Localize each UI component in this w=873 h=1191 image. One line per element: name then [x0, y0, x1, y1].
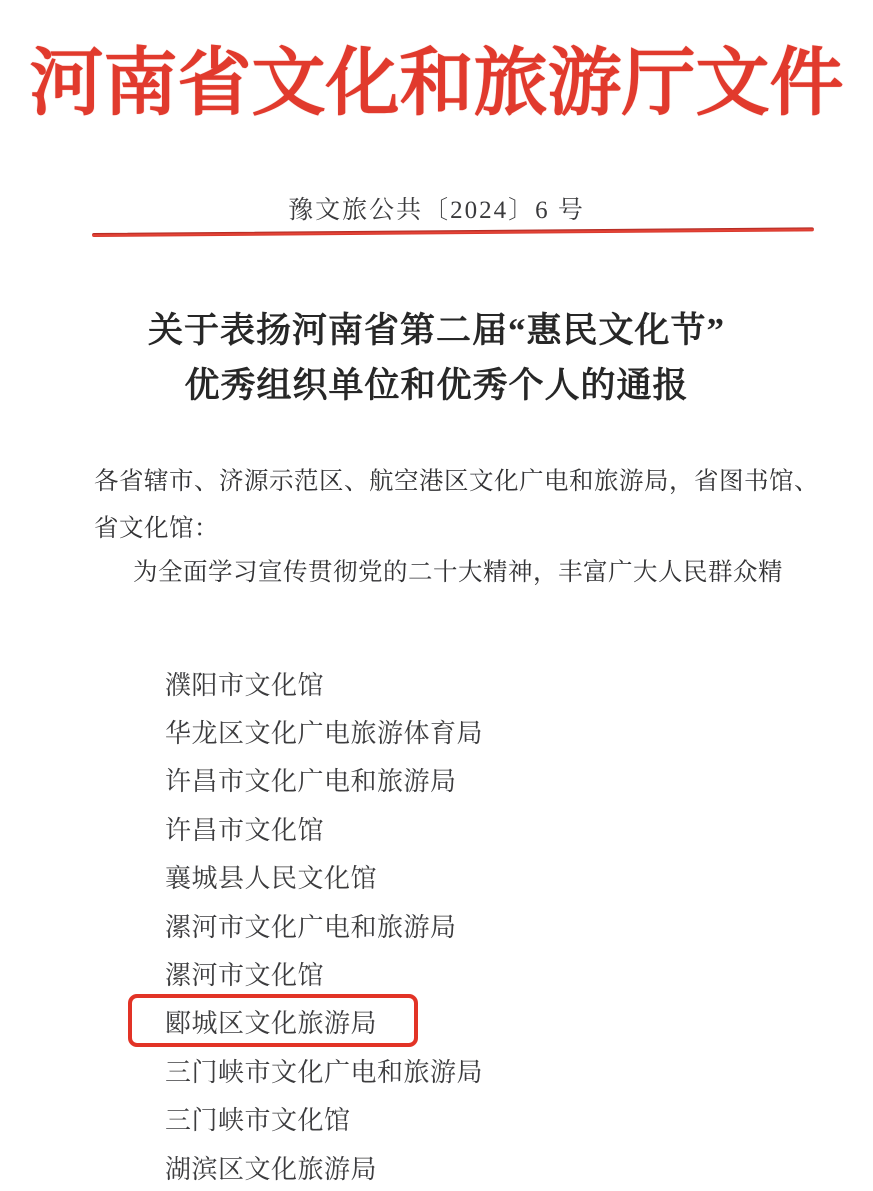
list-item-label: 漯河市文化广电和旅游局 [165, 912, 457, 942]
list-item [165, 998, 833, 1046]
list-item [165, 901, 833, 949]
list-item-label: 郾城区文化旅游局 [165, 1009, 378, 1039]
salutation-line1: 各省辖市、济源示范区、航空港区文化广电和旅游局，省图书馆、 [94, 468, 819, 495]
salutation-line2: 省文化馆： [94, 515, 219, 542]
list-item [165, 659, 833, 707]
notice-title [0, 303, 873, 413]
list-item-label: 襄城县人民文化馆 [165, 864, 378, 894]
list-item [165, 804, 833, 852]
list-item [165, 1046, 833, 1094]
list-item-label: 三门峡市文化馆 [165, 1106, 351, 1136]
list-item [165, 1143, 833, 1191]
list-item-label: 华龙区文化广电旅游体育局 [165, 719, 484, 749]
list-item-label: 濮阳市文化馆 [165, 670, 325, 700]
list-item-label: 三门峡市文化广电和旅游局 [165, 1057, 484, 1087]
letterhead-title: 河南省文化和旅游厅文件 [29, 43, 844, 125]
honor-list [165, 659, 833, 1191]
list-item [165, 949, 833, 997]
notice-title-line1: 关于表扬河南省第二届“惠民文化节” [147, 311, 725, 350]
salutation [94, 458, 819, 552]
list-item-label: 许昌市文化广电和旅游局 [165, 767, 457, 797]
list-item-label: 湖滨区文化旅游局 [165, 1154, 378, 1184]
list-item [165, 853, 833, 901]
notice-title-line2: 优秀组织单位和优秀个人的通报 [184, 366, 689, 405]
list-item-label: 许昌市文化馆 [165, 815, 325, 845]
letterhead-divider-rule [92, 227, 814, 237]
list-item [165, 707, 833, 755]
list-item-label: 漯河市文化馆 [165, 961, 325, 991]
list-item [165, 756, 833, 804]
document-number: 豫文旅公共〔2024〕6 号 [288, 197, 585, 224]
list-item [165, 1095, 833, 1143]
body-excerpt: 为全面学习宣传贯彻党的二十大精神，丰富广大人民群众精 [133, 559, 783, 586]
